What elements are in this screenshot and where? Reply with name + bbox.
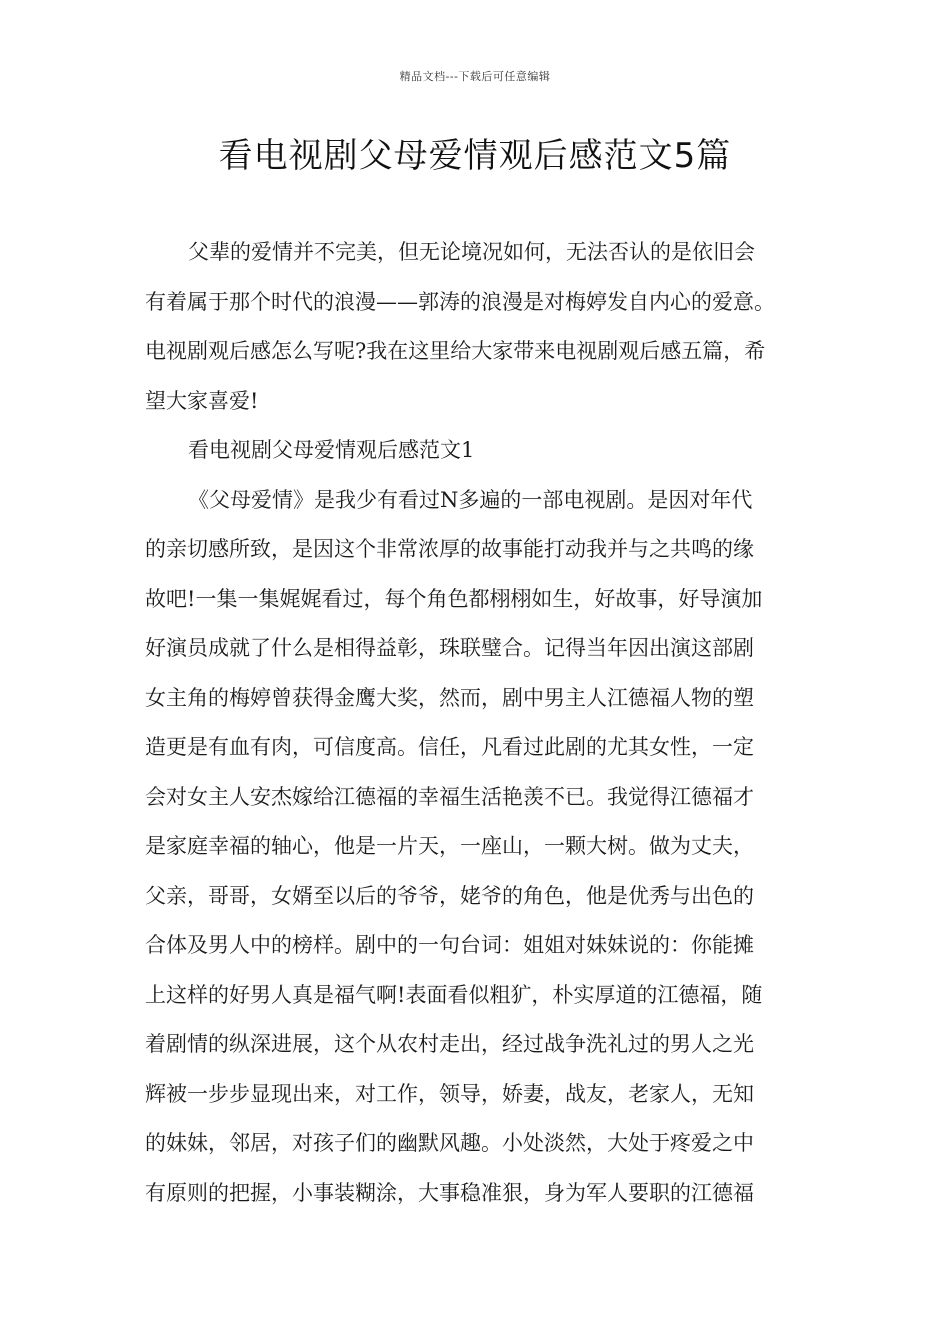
text-line: 《父母爱情》是我少有看过N多遍的一部电视剧。是因对年代 — [188, 487, 753, 512]
text-line: 故吧!一集一集娓娓看过，每个角色都栩栩如生，好故事，好导演加 — [145, 586, 763, 611]
text-line: 合体及男人中的榜样。剧中的一句台词：姐姐对妹妹说的：你能摊 — [145, 933, 754, 957]
text-line: 辉被一步步显现出来，对工作，领导，娇妻，战友，老家人，无知 — [145, 1081, 754, 1106]
text-line: 造更是有血有肉，可信度高。信任，凡看过此剧的尤其女性，一定 — [145, 735, 754, 759]
text-line: 父亲，哥哥，女婿至以后的爷爷，姥爷的角色，他是优秀与出色的 — [145, 883, 754, 908]
document-title: 看电视剧父母爱情观后感范文5篇 — [218, 136, 732, 176]
section-heading: 看电视剧父母爱情观后感范文1 — [188, 438, 475, 462]
text-line: 好演员成就了什么是相得益彰，珠联璧合。记得当年因出演这部剧 — [145, 636, 754, 660]
text-line: 上这样的好男人真是福气啊!表面看似粗犷，朴实厚道的江德福，随 — [145, 982, 763, 1007]
text-line: 望大家喜爱! — [145, 388, 259, 413]
document-body — [145, 228, 811, 1218]
text-line: 着剧情的纵深进展，这个从农村走出，经过战争洗礼过的男人之光 — [145, 1032, 754, 1056]
text-line: 的亲切感所致，是因这个非常浓厚的故事能打动我并与之共鸣的缘 — [145, 537, 754, 561]
text-line: 父辈的爱情并不完美，但无论境况如何，无法否认的是依旧会 — [188, 240, 755, 264]
text-line: 是家庭幸福的轴心，他是一片天，一座山，一颗大树。做为丈夫， — [145, 834, 754, 858]
text-line: 电视剧观后感怎么写呢?我在这里给大家带来电视剧观后感五篇，希 — [145, 339, 766, 363]
text-line: 女主角的梅婷曾获得金鹰大奖，然而，剧中男主人江德福人物的塑 — [145, 685, 754, 710]
text-line: 有原则的把握，小事装糊涂，大事稳准狠，身为军人要职的江德福 — [145, 1180, 754, 1205]
page-header: 精品文档---下载后可任意编辑 — [399, 70, 551, 83]
text-line: 会对女主人安杰嫁给江德福的幸福生活艳羡不已。我觉得江德福才 — [145, 784, 754, 809]
text-line: 有着属于那个时代的浪漫——郭涛的浪漫是对梅婷发自内心的爱意。 — [145, 289, 775, 314]
text-line: 的妹妹，邻居，对孩子们的幽默风趣。小处淡然，大处于疼爱之中 — [145, 1131, 754, 1155]
